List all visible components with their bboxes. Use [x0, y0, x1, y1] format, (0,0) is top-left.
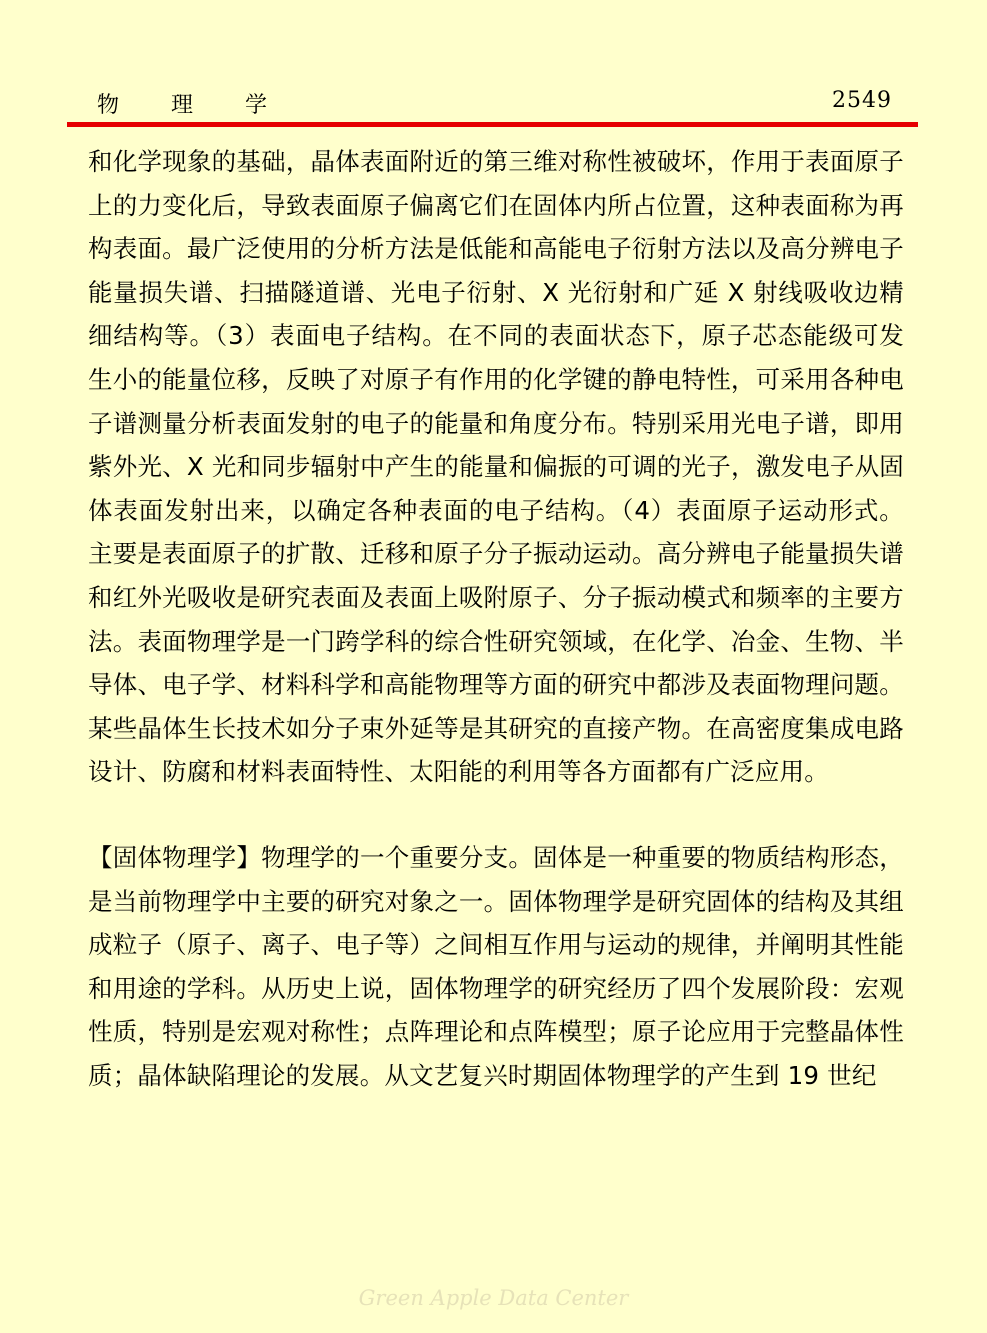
page-number: 2549 [832, 88, 892, 113]
page-header [67, 80, 918, 126]
paragraph-surface-physics: 和化学现象的基础，晶体表面附近的第三维对称性被破坏，作用于表面原子上的力变化后，导致表面原子偏离它们在固体内所占位置，这种表面称为再构表面。最广泛使用的分析方法是低能和高能电子衍射方法以及高分辨电子能量损失谱、扫描隧道谱、光电子衍射、X 光衍射和广延 X 射线吸收边精细结构等。（3）表面电子结构。在不同的表面状态下，原子芯态能级可发生小的能量位移，反映了对原子有作用的化学键的静电特性，可采用各种电子谱测量分析表面发射的电子的能量和角度分布。特别采用光电子谱，即用紫外光、X 光和同步辐射中产生的能量和偏振的可调的光子，激发电子从固体表面发射出来，以确定各种表面的电子结构。（4）表面原子运动形式。主要是表面原子的扩散、迁移和原子分子振动运动。高分辨电子能量损失谱和红外光吸收是研究表面及表面上吸附原子、分子振动模式和频率的主要方法。表面物理学是一门跨学科的综合性研究领域，在化学、冶金、生物、半导体、电子学、材料科学和高能物理等方面的研究中都涉及表面物理问题。某些晶体生长技术如分子束外延等是其研究的直接产物。在高密度集成电路设计、防腐和材料表面特性、太阳能的利用等各方面都有广泛应用。 [88, 147, 904, 787]
running-title: 物理学 [97, 93, 320, 118]
paragraph-solid-state-physics: 【固体物理学】物理学的一个重要分支。固体是一种重要的物质结构形态，是当前物理学中主要的研究对象之一。固体物理学是研究固体的结构及其组成粒子（原子、离子、电子等）之间相互作用与运动的规律，并阐明其性能和用途的学科。从历史上说，固体物理学的研究经历了四个发展阶段：宏观性质，特别是宏观对称性；点阵理论和点阵模型；原子论应用于完整晶体性质；晶体缺陷理论的发展。从文艺复兴时期固体物理学的产生到 19 世纪 [88, 842, 904, 1090]
article-body [88, 140, 904, 1097]
watermark: Green Apple Data Center [358, 1286, 629, 1310]
header-rule [67, 122, 918, 127]
paragraph-gap [88, 794, 904, 836]
